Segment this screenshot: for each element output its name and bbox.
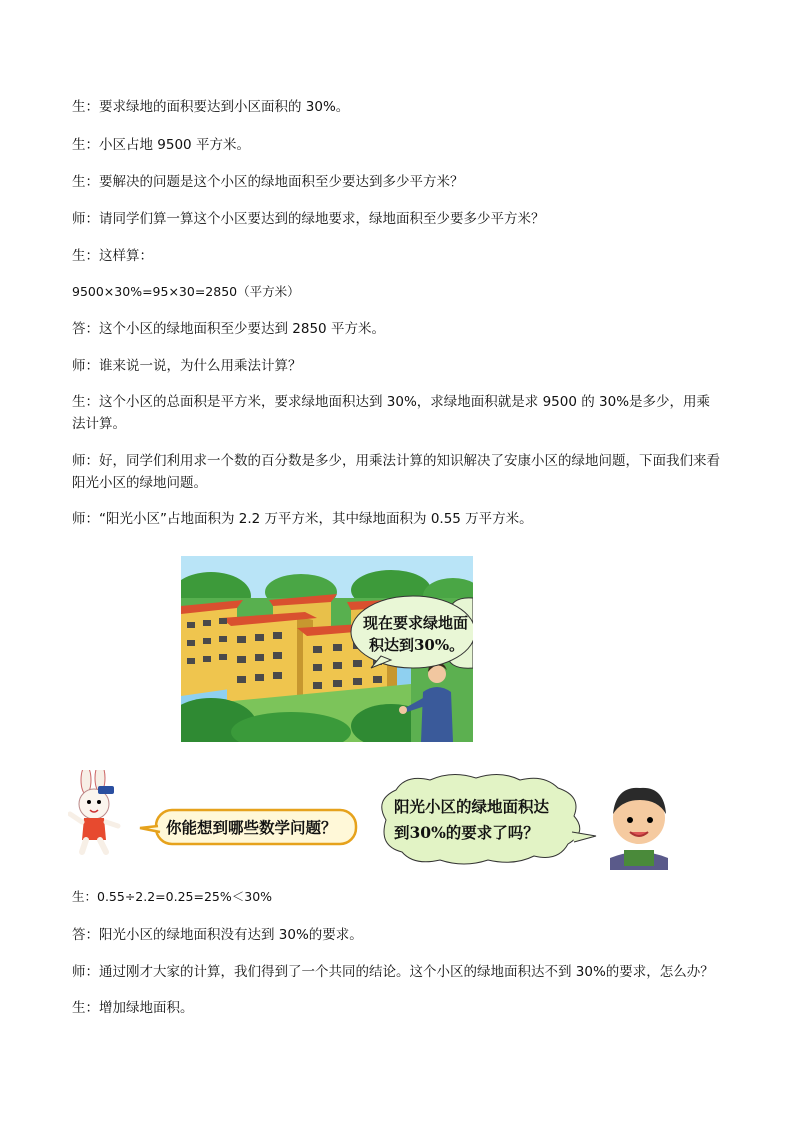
dialogue-line-2: 生：小区占地 9500 平方米。 [72,137,250,153]
answer-line-2: 答：阳光小区的绿地面积没有达到 30%的要求。 [72,927,363,943]
rabbit-and-boy-illustration [68,770,674,870]
boy-bubble-line-2: 到30%的要求了吗？ [394,823,539,842]
calculation-line-2: 生：0.55÷2.2=0.25=25%＜30% [72,889,273,904]
dialogue-line-5: 生：这样算： [72,248,153,264]
calculation-line: 9500×30%=95×30=2850（平方米） [72,284,300,299]
dialogue-line-11: 生：增加绿地面积。 [72,1000,194,1016]
dialogue-line-10: 师：通过刚才大家的计算，我们得到了一个共同的结论。这个小区的绿地面积达不到 30%的要求，怎么办？ [72,964,714,980]
dialogue-line-1: 生：要求绿地的面积要达到小区面积的 30%。 [72,99,350,115]
scene-bubble-line-1: 现在要求绿地面 [363,614,469,632]
boy-bubble-line-1: 阳光小区的绿地面积达 [394,797,550,816]
dialogue-line-6: 师：谁来说一说，为什么用乘法计算？ [72,358,302,374]
dialogue-line-4: 师：请同学们算一算这个小区要达到的绿地要求，绿地面积至少要多少平方米？ [72,211,545,227]
rabbit-icon [70,770,118,852]
apartment-scene-illustration [181,556,473,742]
scene-bubble-line-2: 积达到30%。 [369,636,465,654]
boy-icon [610,788,668,870]
dialogue-line-3: 生：要解决的问题是这个小区的绿地面积至少要达到多少平方米？ [72,174,464,190]
dialogue-line-9: 师：“阳光小区”占地面积为 2.2 万平方米，其中绿地面积为 0.55 万平方米。 [72,511,533,527]
answer-line-1: 答：这个小区的绿地面积至少要达到 2850 平方米。 [72,321,385,337]
rabbit-bubble-text: 你能想到哪些数学问题？ [166,818,337,837]
dialogue-line-7: 生：这个小区的总面积是平方米，要求绿地面积达到 30%，求绿地面积就是求 9500 的 30%是多少，用乘法计算。 [72,394,711,432]
dialogue-line-8: 师：好，同学们利用求一个数的百分数是多少，用乘法计算的知识解决了安康小区的绿地问题，下面我们来看阳光小区的绿地问题。 [72,453,720,491]
